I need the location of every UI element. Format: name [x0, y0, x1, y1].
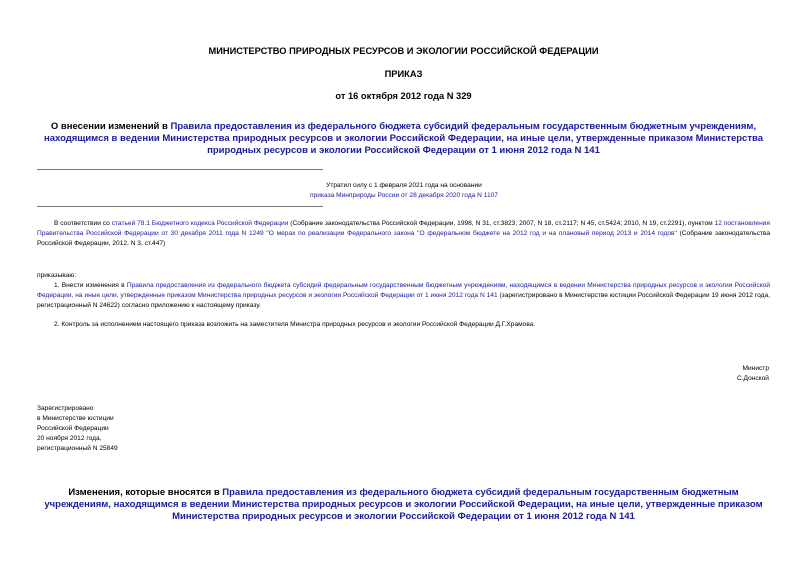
- changes-rules-link[interactable]: Правила предоставления из федерального бюджета субсидий федеральным государственным бюджетным учреждениям, находящимся в ведении Министерства природных ресурсов и экологии Российской Федерации, на иные цели, утвержденные приказом Министерства природных ресурсов и экологии Российской Федерации от 1 июня 2012 года N 141: [44, 487, 763, 522]
- status-repeal-link[interactable]: приказа Минприроды России от 28 декабря 2020 года N 1107: [310, 192, 498, 199]
- budget-code-link[interactable]: статьей 78.1 Бюджетного кодекса Российской Федерации: [111, 220, 289, 227]
- signature-block: [600, 364, 769, 384]
- item1-text-1: 1. Внести изменения в: [54, 282, 127, 289]
- divider-top: [37, 169, 323, 170]
- preamble-text-1: В соответствии со: [54, 220, 112, 227]
- doc-date-number: от 16 октября 2012 года N 329: [335, 91, 472, 101]
- preamble-text-3: (Собрание законодательства Российской Федерации, 2012, N 3, ст.447): [37, 230, 770, 247]
- doc-type: ПРИКАЗ: [384, 69, 423, 79]
- preamble-text-2: (Собрание законодательства Российской Федерации, 1998, N 31, ст.3823; 2007, N 18, ст.2117; N 45, ст.5424; 2010, N 19, ст.2291), пунктом: [288, 220, 715, 227]
- item1-rules-link[interactable]: Правила предоставления из федерального бюджета субсидий федеральным государственным бюджетным учреждениям, находящимся в ведении Министерства природных ресурсов и экологии Российской Федерации, на иные цели, утвержденные приказом Министерства природных ресурсов и экологии Российской Федерации от 1 июня 2012 года N 141: [37, 282, 770, 299]
- subject-prefix: О внесении изменений в: [50, 121, 171, 132]
- ministry-title: МИНИСТЕРСТВО ПРИРОДНЫХ РЕСУРСОВ И ЭКОЛОГИИ РОССИЙСКОЙ ФЕДЕРАЦИИ: [208, 46, 599, 56]
- signature-name: С.Донской: [736, 375, 769, 382]
- divider-bottom: [37, 206, 323, 207]
- order-item-2: 2. Контроль за исполнением настоящего приказа возложить на заместителя Министра природных ресурсов и экологии Российской Федерации Д.Г.Храмова.: [54, 321, 536, 328]
- registration-block: [37, 404, 237, 454]
- government-decree-link[interactable]: 12 постановления Правительства Российской Федерации от 30 декабря 2011 года N 1249 "О мерах по реализации Федерального закона "О федеральном бюджете на 2012 год и на плановый период 2013 и 2014 годов": [37, 220, 770, 237]
- preamble-paragraph: [37, 219, 770, 249]
- subject-rules-link[interactable]: Правила предоставления из федерального бюджета субсидий федеральным государственным бюджетным учреждениям, находящимся в ведении Министерства природных ресурсов и экологии Российской Федерации, на иные цели, утвержденные приказом Министерства природных ресурсов и экологии Российской Федерации от 1 июня 2012 года N 141: [44, 121, 763, 156]
- registration-line-4: 20 ноября 2012 года,: [37, 435, 102, 442]
- item1-text-2: (зарегистрировано в Министерстве юстиции Российской Федерации 19 июня 2012 года, регистрационный N 24622) согласно приложению к настоящему приказу.: [37, 292, 770, 309]
- registration-line-5: регистрационный N 25849: [37, 445, 118, 452]
- order-word: приказываю:: [37, 272, 77, 279]
- registration-line-3: Российской Федерации: [37, 425, 109, 432]
- registration-line-1: Зарегистрировано: [37, 405, 94, 412]
- changes-prefix: Изменения, которые вносятся в: [68, 487, 223, 498]
- order-item-1: [37, 281, 770, 311]
- status-note: [300, 181, 508, 201]
- changes-heading: [40, 487, 767, 523]
- status-text: Утратил силу с 1 февраля 2021 года на основании: [326, 182, 482, 189]
- signature-position: Министр: [742, 365, 769, 372]
- registration-line-2: в Министерстве юстиции: [37, 415, 114, 422]
- order-subject: [33, 121, 774, 157]
